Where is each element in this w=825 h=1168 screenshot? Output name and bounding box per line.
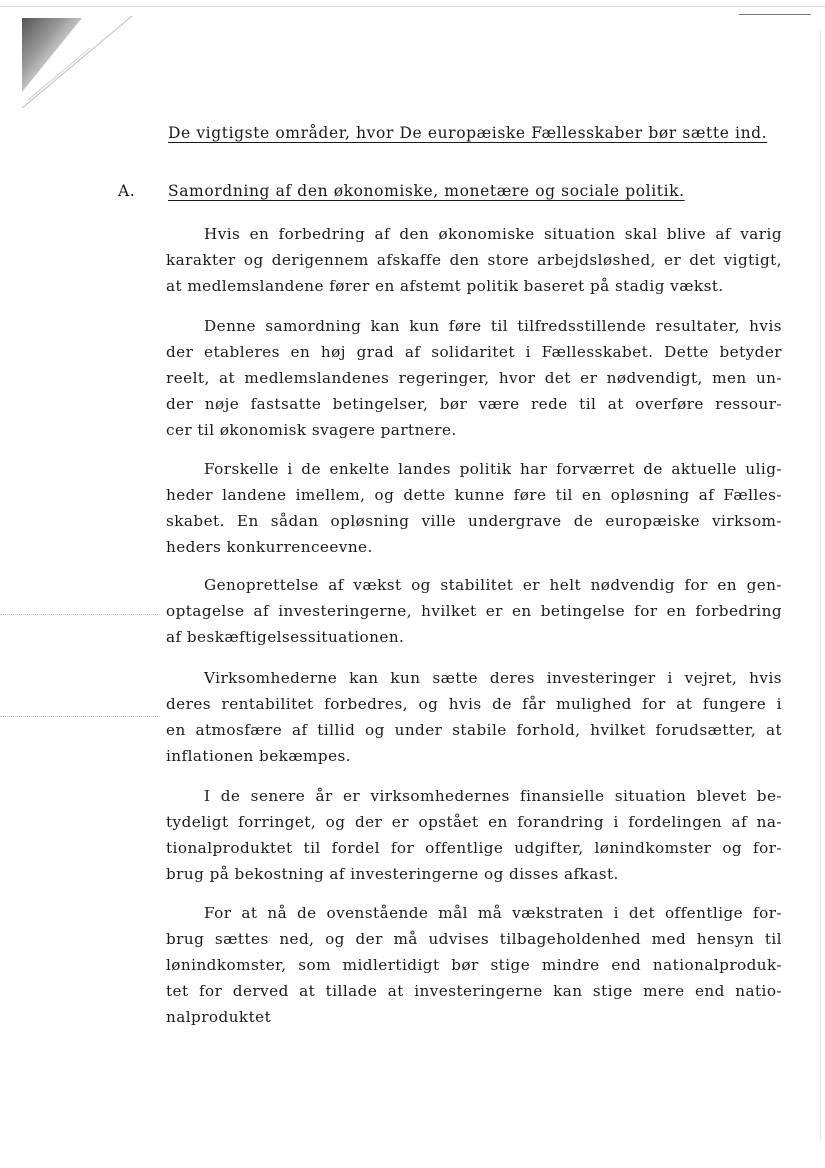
paragraph-line: brug på bekostning af investeringerne og disses afkast. — [166, 865, 619, 883]
paragraph-line: Genoprettelse af vækst og stabilitet er helt nødvendig for en gen- — [204, 576, 782, 594]
paragraph-line: nalproduktet — [166, 1008, 272, 1026]
scan-top-edge — [0, 6, 825, 7]
paragraph-line: cer til økonomisk svagere partnere. — [166, 421, 457, 439]
paragraph-line: deres rentabilitet forbedres, og hvis de får mulighed for at fungere i — [166, 695, 782, 713]
paragraph-line: reelt, at medlemslandenes regeringer, hvor det er nødvendigt, men un- — [166, 369, 782, 387]
scan-right-edge — [820, 30, 821, 1140]
paragraph-line: af beskæftigelsessituationen. — [166, 628, 405, 646]
paragraph — [166, 783, 782, 887]
paragraph-line: lønindkomster, som midlertidigt bør stige mindre end nationalproduk- — [166, 956, 782, 974]
paragraph-line: Hvis en forbedring af den økonomiske situation skal blive af varig — [204, 225, 782, 243]
paragraph-line: inflationen bekæmpes. — [166, 747, 352, 765]
paragraph-line: der nøje fastsatte betingelser, bør være rede til at overføre ressour- — [166, 395, 782, 413]
paragraph — [166, 313, 782, 443]
paragraph — [166, 456, 782, 560]
paragraph-line: karakter og derigennem afskaffe den store arbejdsløshed, er det vigtigt, — [166, 251, 782, 269]
paragraph-line: at medlemslandene fører en afstemt politik baseret på stadig vækst. — [166, 277, 724, 295]
document-heading: De vigtigste områder, hvor De europæiske Fællesskaber bør sætte ind. — [168, 124, 768, 142]
paragraph — [166, 572, 782, 650]
section-title: Samordning af den økonomiske, monetære og sociale politik. — [168, 182, 685, 200]
paragraph-line: tet for derved at tillade at investeringerne kan stige mere end natio- — [166, 982, 782, 1000]
scan-left-mark — [0, 716, 160, 718]
section-letter: A. — [118, 182, 136, 200]
paragraph — [166, 665, 782, 769]
paragraph-line: I de senere år er virksomhedernes finansielle situation blevet be- — [204, 787, 782, 805]
paragraph-line: Denne samordning kan kun føre til tilfredsstillende resultater, hvis — [204, 317, 782, 335]
paragraph-line: tionalproduktet til fordel for offentlige udgifter, lønindkomster og for- — [166, 839, 782, 857]
paragraph-line: Forskelle i de enkelte landes politik har forværret de aktuelle ulig- — [204, 460, 782, 478]
paragraph-line: heder landene imellem, og dette kunne føre til en opløsning af Fælles- — [166, 486, 782, 504]
paragraph-line: For at nå de ovenstående mål må vækstraten i det offentlige for- — [204, 904, 782, 922]
paragraph — [166, 900, 782, 1030]
paragraph-line: en atmosfære af tillid og under stabile forhold, hvilket forudsætter, at — [166, 721, 782, 739]
paragraph-line: brug sættes ned, og der må udvises tilbageholdenhed med hensyn til — [166, 930, 782, 948]
paragraph-line: skabet. En sådan opløsning ville undergrave de europæiske virksom- — [166, 512, 782, 530]
paragraph-line: der etableres en høj grad af solidaritet i Fællesskabet. Dette betyder — [166, 343, 782, 361]
paragraph-line: Virksomhederne kan kun sætte deres investeringer i vejret, hvis — [204, 669, 782, 687]
scan-top-right-mark — [739, 14, 811, 15]
paragraph-line: heders konkurrenceevne. — [166, 538, 373, 556]
paragraph-line: tydeligt forringet, og der er opstået en forandring i fordelingen af na- — [166, 813, 782, 831]
paragraph-line: optagelse af investeringerne, hvilket er en betingelse for en forbedring — [166, 602, 782, 620]
paragraph — [166, 221, 782, 299]
scan-corner-shadow — [0, 0, 140, 120]
scan-left-mark — [0, 614, 160, 616]
